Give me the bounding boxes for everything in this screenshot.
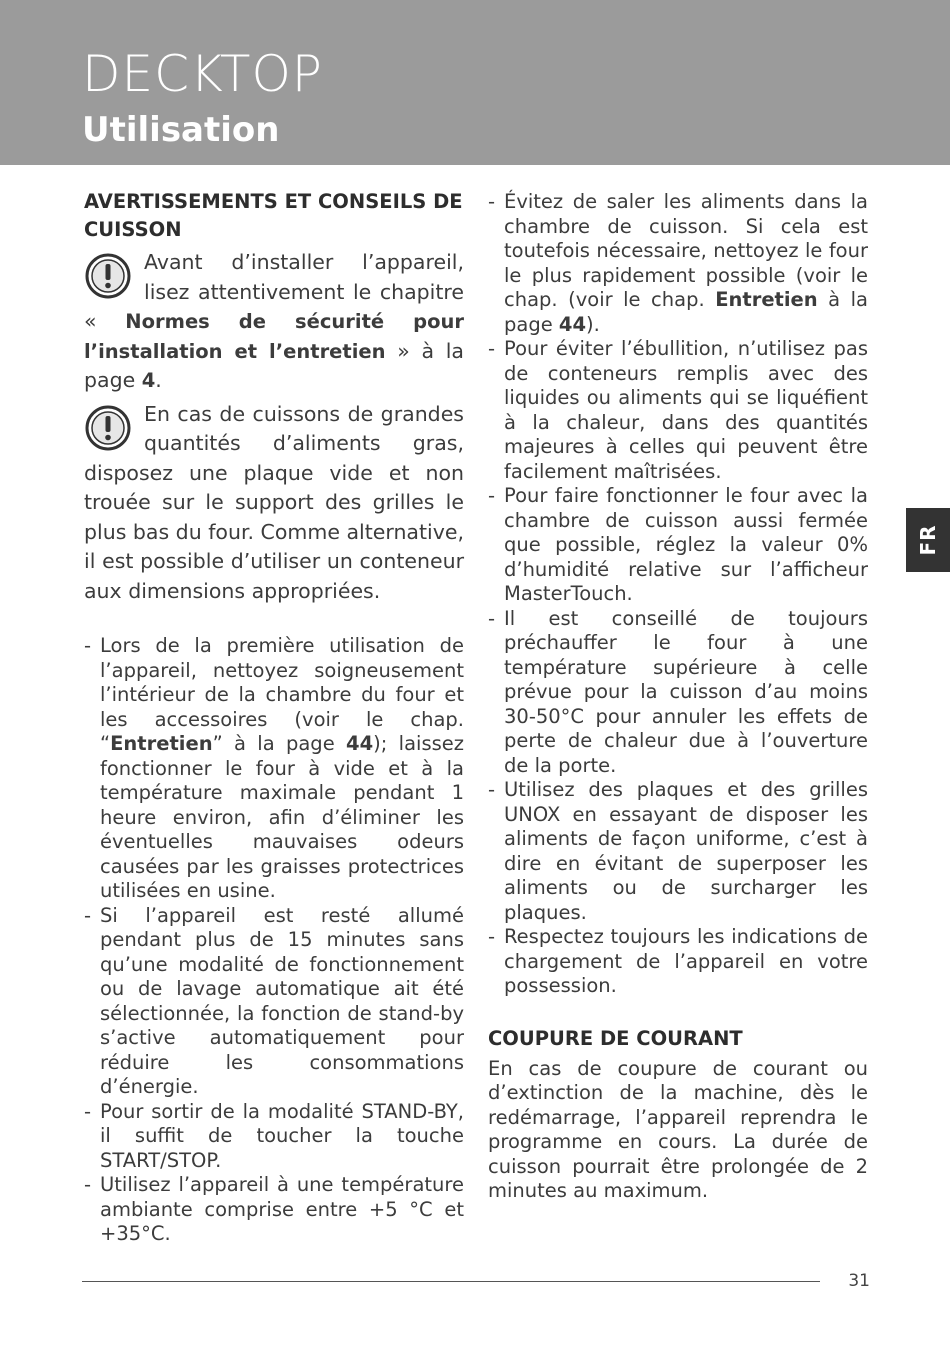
page-header [0,0,950,165]
bullet-dash: - [488,337,496,360]
page-subtitle: Utilisation [82,110,280,150]
item-text: à la page [504,288,869,336]
list-item [488,778,868,925]
warning1-page-ref: 4 [141,369,156,392]
item-page-ref: 44 [558,312,587,336]
bullet-dash: - [84,1099,92,1123]
warning1-text-after: . [155,368,162,392]
item-text: Lors de la première utilisation de l’appareil, nettoyez soigneusement l’intérieur de la chambre du four et les accessoires (voir le chap. “ [100,634,464,755]
bullet-dash: - [84,1173,92,1196]
right-advice-list [488,190,868,999]
exclamation-circle-icon [84,404,132,452]
list-item [488,925,868,999]
left-advice-list [84,634,464,1247]
list-item [84,904,464,1100]
page-title: DECKTOP [82,45,323,103]
item-text: ). [586,312,600,336]
page-number: 31 [848,1271,870,1291]
warning2-text: En cas de cuissons de grandes quantités d’aliments gras, disposez une plaque vide et non trouée sur le support des grilles le plus bas du four. Comme alternative, il est possible d’utiliser un conteneur aux dimensions appropriées. [84,401,464,603]
warnings-heading: AVERTISSEMENTS ET CONSEILS DE CUISSON [84,190,463,241]
list-item [84,634,464,904]
item-text: Évitez de saler les aliments dans la chambre de cuisson. Si cela est toutefois nécessaire, nettoyez le four le plus rapidement possible (voir le chap. (voir le chap. [504,190,868,311]
warning1-bold: Normes de sécurité pour l’installation et l’entretien [84,310,464,363]
footer-divider [82,1281,820,1282]
warning-installation [84,248,464,396]
warning1-text-middle: » à la page [84,338,464,392]
list-item [488,337,868,484]
list-item [84,1173,464,1247]
item-text: Utilisez des plaques et des grilles UNOX en essayant de disposer les aliments de façon uniforme, c’est à dire en évitant de superposer les aliments ou de surcharger les plaques. [504,778,868,924]
item-bold: Entretien [715,288,818,311]
language-tab-label: FR [916,524,940,556]
item-text: Si l’appareil est resté allumé pendant plus de 15 minutes sans qu’une modalité de fonctionnement ou de lavage automatique ait été sélectionnée, la fonction de stand-by s’active automatiquement pour réduire les consommations d’énergie. [100,903,464,1098]
warning1-text-before: Avant d’installer l’appareil, lisez attentivement le chapitre « [84,250,464,333]
bullet-dash: - [488,484,496,507]
bullet-dash: - [488,606,496,630]
item-text: ” à la page [212,732,347,755]
language-tab [906,508,950,572]
item-text: Utilisez l’appareil à une température ambiante comprise entre +5 °C et +35°C. [100,1173,464,1245]
left-column [84,188,464,1247]
bullet-dash: - [488,190,496,213]
power-cut-text: En cas de coupure de courant ou d’extinction de la machine, dès le redémarrage, l’appareil reprendra le programme en cours. La durée de cuisson pourrait être prolongée de 2 minutes au maximum. [488,1056,868,1202]
right-column [488,188,868,1204]
item-text: Respectez toujours les indications de chargement de l’appareil en votre possession. [504,925,868,997]
list-item [488,607,868,779]
list-item [488,484,868,607]
power-cut-heading: COUPURE DE COURANT [488,1026,743,1050]
item-page-ref: 44 [346,732,374,755]
item-text: Pour sortir de la modalité STAND-BY, il suffit de toucher la touche START/STOP. [100,1099,464,1172]
bullet-dash: - [84,903,92,927]
list-item [488,190,868,337]
item-bold: Entretien [110,732,213,755]
item-text: Il est conseillé de toujours préchauffer le four à une température supérieure à celle prévue pour la cuisson d’au moins 30-50°C pour annuler les effets de perte de chaleur due à l’ouverture de la porte. [504,606,868,777]
exclamation-circle-icon [84,252,132,300]
bullet-dash: - [488,778,496,801]
warning-fat-cooking [84,400,464,607]
item-text: Pour faire fonctionner le four avec la chambre de cuisson aussi fermée que possible, réglez la valeur 0% d’humidité relative sur l’afficheur MasterTouch. [504,484,868,605]
item-text: Pour éviter l’ébullition, n’utilisez pas de conteneurs remplis avec des liquides ou aliments qui se liquéfient à la chaleur, dans des quantités majeures à celles qui peuvent être facilement maîtrisées. [504,337,868,483]
item-text: ); laissez fonctionner le four à vide et à la température maximale pendant 1 heure environ, afin d’éliminer les éventuelles mauvaises odeurs causées par les graisses protectrices utilisées en usine. [100,732,464,902]
bullet-dash: - [488,925,496,948]
bullet-dash: - [84,634,92,657]
list-item [84,1100,464,1174]
